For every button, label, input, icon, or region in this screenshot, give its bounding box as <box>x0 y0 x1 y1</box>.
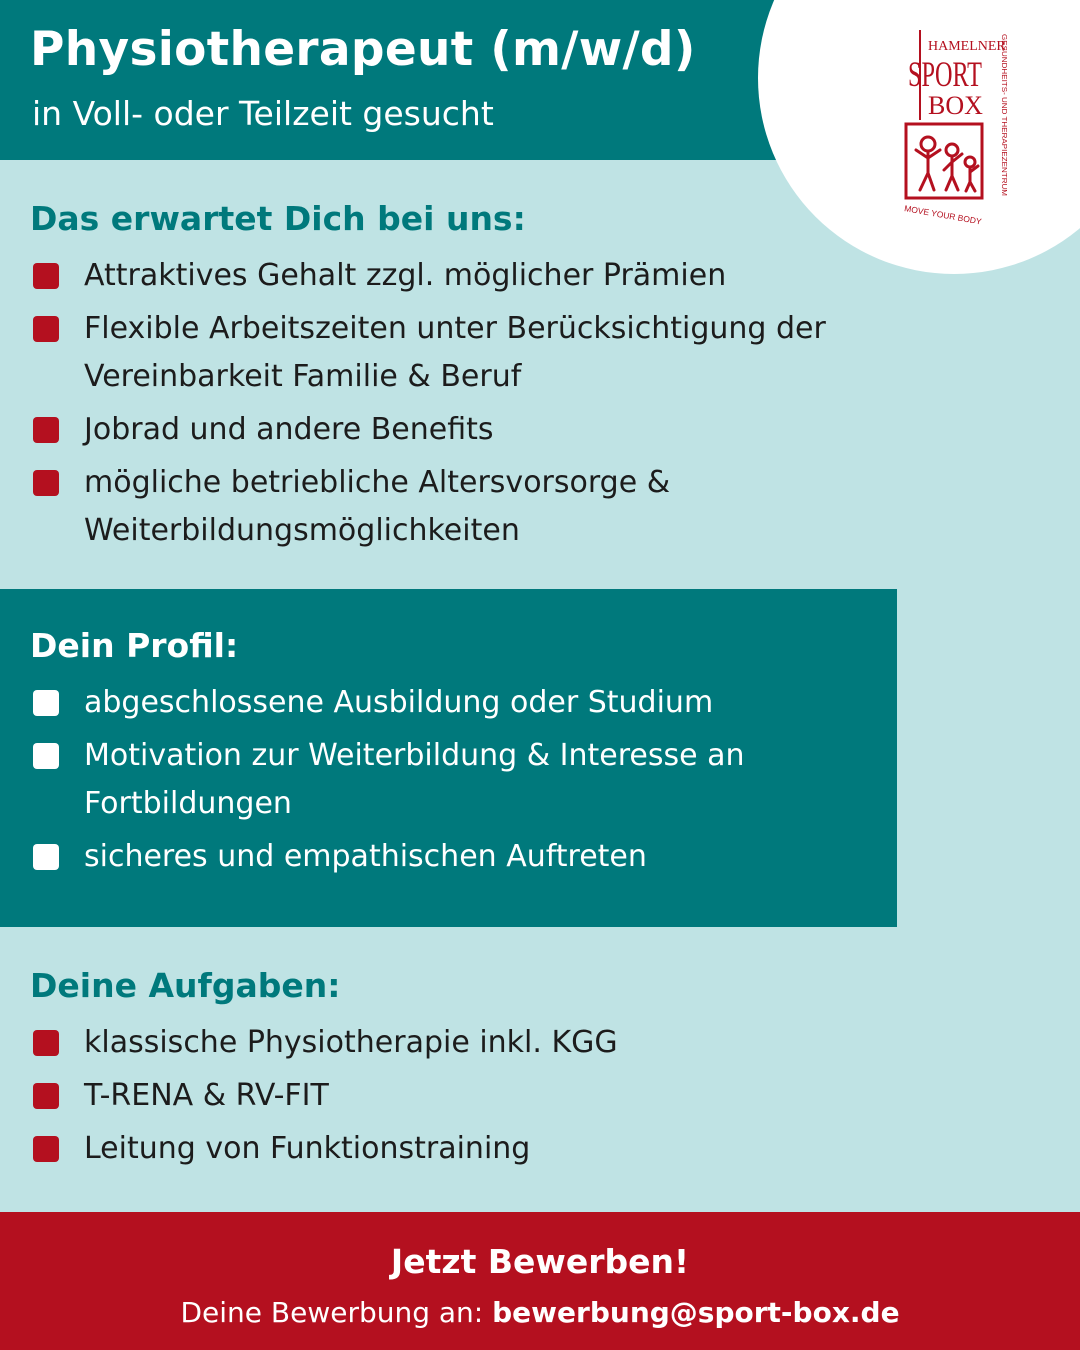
red-square-bullet-icon <box>33 1136 59 1162</box>
profile-heading: Dein Profil: <box>30 626 239 665</box>
contact-label: Deine Bewerbung an: <box>180 1296 493 1329</box>
apply-now-text: Jetzt Bewerben! <box>390 1242 690 1281</box>
tasks-list <box>32 1019 882 1178</box>
list-item: mögliche betriebliche Altersvorsorge & Weiterbildungsmöglichkeiten <box>32 459 882 555</box>
list-item: Jobrad und andere Benefits <box>32 406 882 454</box>
logo-slogan: MOVE YOUR BODY <box>903 203 983 227</box>
footer-banner <box>0 1212 1080 1350</box>
list-item: klassische Physiotherapie inkl. KGG <box>32 1019 882 1067</box>
red-square-bullet-icon <box>33 417 59 443</box>
red-square-bullet-icon <box>33 263 59 289</box>
list-item: abgeschlossene Ausbildung oder Studium <box>32 679 882 727</box>
page-title: Physiotherapeut (m/w/d) <box>30 22 696 77</box>
list-item: Flexible Arbeitszeiten unter Berücksichtigung der Vereinbarkeit Familie & Beruf <box>32 305 882 401</box>
contact-line <box>0 1296 1080 1329</box>
list-item: sicheres und empathischen Auftreten <box>32 833 882 881</box>
red-square-bullet-icon <box>33 316 59 342</box>
logo-line-sport: SPORT <box>908 54 982 94</box>
logo-line-hamelner: HAMELNER <box>928 39 1006 54</box>
sport-box-logo <box>898 28 1008 234</box>
white-square-bullet-icon <box>33 844 59 870</box>
logo-figures-box <box>906 124 982 198</box>
email-link[interactable]: bewerbung@sport-box.de <box>492 1296 900 1329</box>
red-square-bullet-icon <box>33 1083 59 1109</box>
list-item: Motivation zur Weiterbildung & Interesse an Fortbildungen <box>32 732 882 828</box>
white-square-bullet-icon <box>33 743 59 769</box>
white-square-bullet-icon <box>33 690 59 716</box>
benefits-list <box>32 252 882 560</box>
logo-line-box: BOX <box>928 91 983 120</box>
list-item: T-RENA & RV-FIT <box>32 1072 882 1120</box>
benefits-heading: Das erwartet Dich bei uns: <box>30 199 526 238</box>
logo-side-text: GESUNDHEITS- UND THERAPIEZENTRUM <box>1000 34 1007 176</box>
list-item: Leitung von Funktionstraining <box>32 1125 882 1173</box>
figures-icon <box>916 137 978 191</box>
profile-list <box>32 679 882 886</box>
red-square-bullet-icon <box>33 1030 59 1056</box>
red-square-bullet-icon <box>33 470 59 496</box>
page-subtitle: in Voll- oder Teilzeit gesucht <box>32 94 494 133</box>
tasks-heading: Deine Aufgaben: <box>30 966 341 1005</box>
list-item: Attraktives Gehalt zzgl. möglicher Prämien <box>32 252 882 300</box>
